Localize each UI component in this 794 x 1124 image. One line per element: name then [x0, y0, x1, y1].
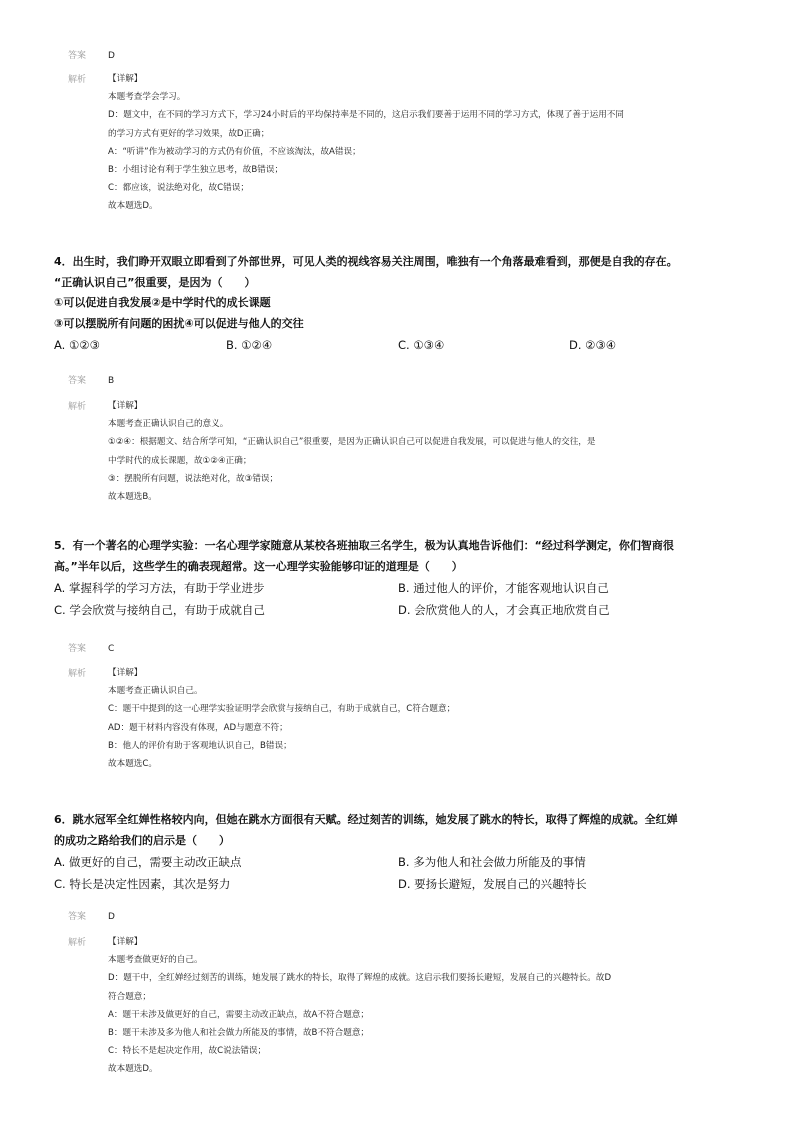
question-5: [54, 536, 744, 621]
explanation: [108, 664, 728, 773]
option-a[interactable]: A. 做更好的自己，需要主动改正缺点: [54, 855, 242, 869]
option-b[interactable]: B. ①②④: [226, 338, 273, 352]
explanation-line: B：题干未涉及多为他人和社会做力所能及的事情，故B不符合题意；: [108, 1028, 370, 1039]
answer-value: C: [108, 644, 115, 654]
option-c[interactable]: C. 学会欣赏与接纳自己，有助于成就自己: [54, 603, 265, 617]
question-line: “正确认识自己”很重要，是因为（ ）: [54, 275, 256, 289]
explanation-line: 符合题意；: [108, 991, 151, 1002]
explanation-line: B：小组讨论有利于学生独立思考，故B错误；: [108, 165, 284, 176]
question-4: [54, 252, 744, 356]
option-b[interactable]: B. 通过他人的评价，才能客观地认识自己: [398, 581, 609, 595]
option-b[interactable]: B. 多为他人和社会做力所能及的事情: [398, 855, 586, 869]
options: [54, 599, 744, 621]
question-6: [54, 810, 744, 895]
explanation-line: A：“听讲”作为被动学习的方式仍有价值，不应该淘汰，故A错误；: [108, 146, 361, 157]
explanation-line: B：他人的评价有助于客观地认识自己，B错误；: [108, 740, 292, 751]
options: [54, 577, 744, 599]
explanation-line: 故本题选D。: [108, 201, 158, 212]
explanation-line: 本题考查正确认识自己的意义。: [108, 419, 229, 430]
option-c[interactable]: C. 特长是决定性因素，其次是努力: [54, 877, 231, 891]
explanation-line: 故本题选C。: [108, 759, 157, 770]
explanation-line: ①②④：根据题文、结合所学可知，“正确认识自己”很重要，是因为正确认识自己可以促进自我发展，可以促进与他人的交往，是: [108, 437, 596, 448]
options: [54, 851, 744, 873]
option-c[interactable]: C. ①③④: [398, 338, 445, 352]
explanation: [108, 933, 728, 1079]
question-line: ①可以促进自我发展②是中学时代的成长课题: [54, 296, 271, 309]
explanation-line: 的学习方式有更好的学习效果，故D正确；: [108, 128, 270, 139]
explanation-line: C：题干中提到的这一心理学实验证明学会欣赏与接纳自己，有助于成就自己，C符合题意；: [108, 704, 456, 715]
explanation-line: 故本题选D。: [108, 1064, 158, 1075]
answer-label: 答案: [68, 912, 87, 922]
option-d[interactable]: D. ②③④: [569, 338, 617, 352]
analysis-label: 解析: [68, 75, 87, 85]
answer-value: D: [108, 912, 115, 922]
explanation-line: 【详解】: [108, 401, 143, 411]
explanation-line: 本题考查学会学习。: [108, 92, 186, 103]
explanation-line: 中学时代的成长课题，故①②④正确；: [108, 455, 252, 466]
explanation-line: C：都应该，说法绝对化，故C错误；: [108, 183, 249, 194]
answer-value: B: [108, 376, 115, 386]
options: [54, 873, 744, 895]
explanation-line: D：题干中，全红婵经过刻苦的训练，她发展了跳水的特长，取得了辉煌的成就。这启示我们要扬长避短，发展自己的兴趣特长。故D: [108, 973, 612, 984]
explanation-line: 本题考查做更好的自己。: [108, 955, 203, 966]
question-line: 5．有一个著名的心理学实验：一名心理学家随意从某校各班抽取三名学生，极为认真地告诉他们：“经过科学测定，你们智商很: [54, 539, 674, 552]
answer-label: 答案: [68, 644, 87, 654]
analysis-label: 解析: [68, 938, 87, 948]
options: [54, 334, 744, 356]
option-d[interactable]: D. 要扬长避短，发展自己的兴趣特长: [398, 877, 587, 891]
explanation-line: 本题考查正确认识自己。: [108, 686, 203, 697]
explanation-line: AD：题干材料内容没有体现，AD与题意不符；: [108, 722, 288, 733]
explanation-line: ③：摆脱所有问题，说法绝对化，故③错误；: [108, 473, 279, 484]
option-a[interactable]: A. 掌握科学的学习方法，有助于学业进步: [54, 581, 265, 595]
explanation-line: A：题干未涉及做更好的自己，需要主动改正缺点，故A不符合题意；: [108, 1009, 369, 1020]
answer-label: 答案: [68, 376, 87, 386]
analysis-label: 解析: [68, 402, 87, 412]
option-d[interactable]: D. 会欣赏他人的人，才会真正地欣赏自己: [398, 603, 610, 617]
question-line: 6．跳水冠军全红婵性格较内向，但她在跳水方面很有天赋。经过刻苦的训练，她发展了跳水的特长，取得了辉煌的成就。全红婵: [54, 813, 678, 826]
question-line: 的成功之路给我们的启示是（ ）: [54, 833, 230, 847]
question-line: 4．出生时，我们睁开双眼立即看到了外部世界，可见人类的视线容易关注周围，唯独有一个角落最难看到，那便是自我的存在。: [54, 255, 678, 268]
explanation: [108, 70, 728, 216]
explanation-line: D：题文中，在不同的学习方式下，学习24小时后的平均保持率是不同的，这启示我们要善于运用不同的学习方式，体现了善于运用不同: [108, 110, 624, 121]
answer-value: D: [108, 51, 115, 61]
explanation-line: C：特长不是起决定作用，故C说法错误；: [108, 1046, 267, 1057]
explanation-line: 【详解】: [108, 668, 143, 678]
explanation-line: 故本题选B。: [108, 492, 157, 503]
analysis-label: 解析: [68, 669, 87, 679]
option-a[interactable]: A. ①②③: [54, 338, 100, 352]
explanation-line: 【详解】: [108, 74, 143, 84]
explanation-line: 【详解】: [108, 937, 143, 947]
question-line: ③可以摆脱所有问题的困扰④可以促进与他人的交往: [54, 316, 304, 330]
question-line: 高。”半年以后，这些学生的确表现超常。这一心理学实验能够印证的道理是（ ）: [54, 559, 463, 573]
answer-label: 答案: [68, 51, 87, 61]
explanation: [108, 397, 728, 506]
